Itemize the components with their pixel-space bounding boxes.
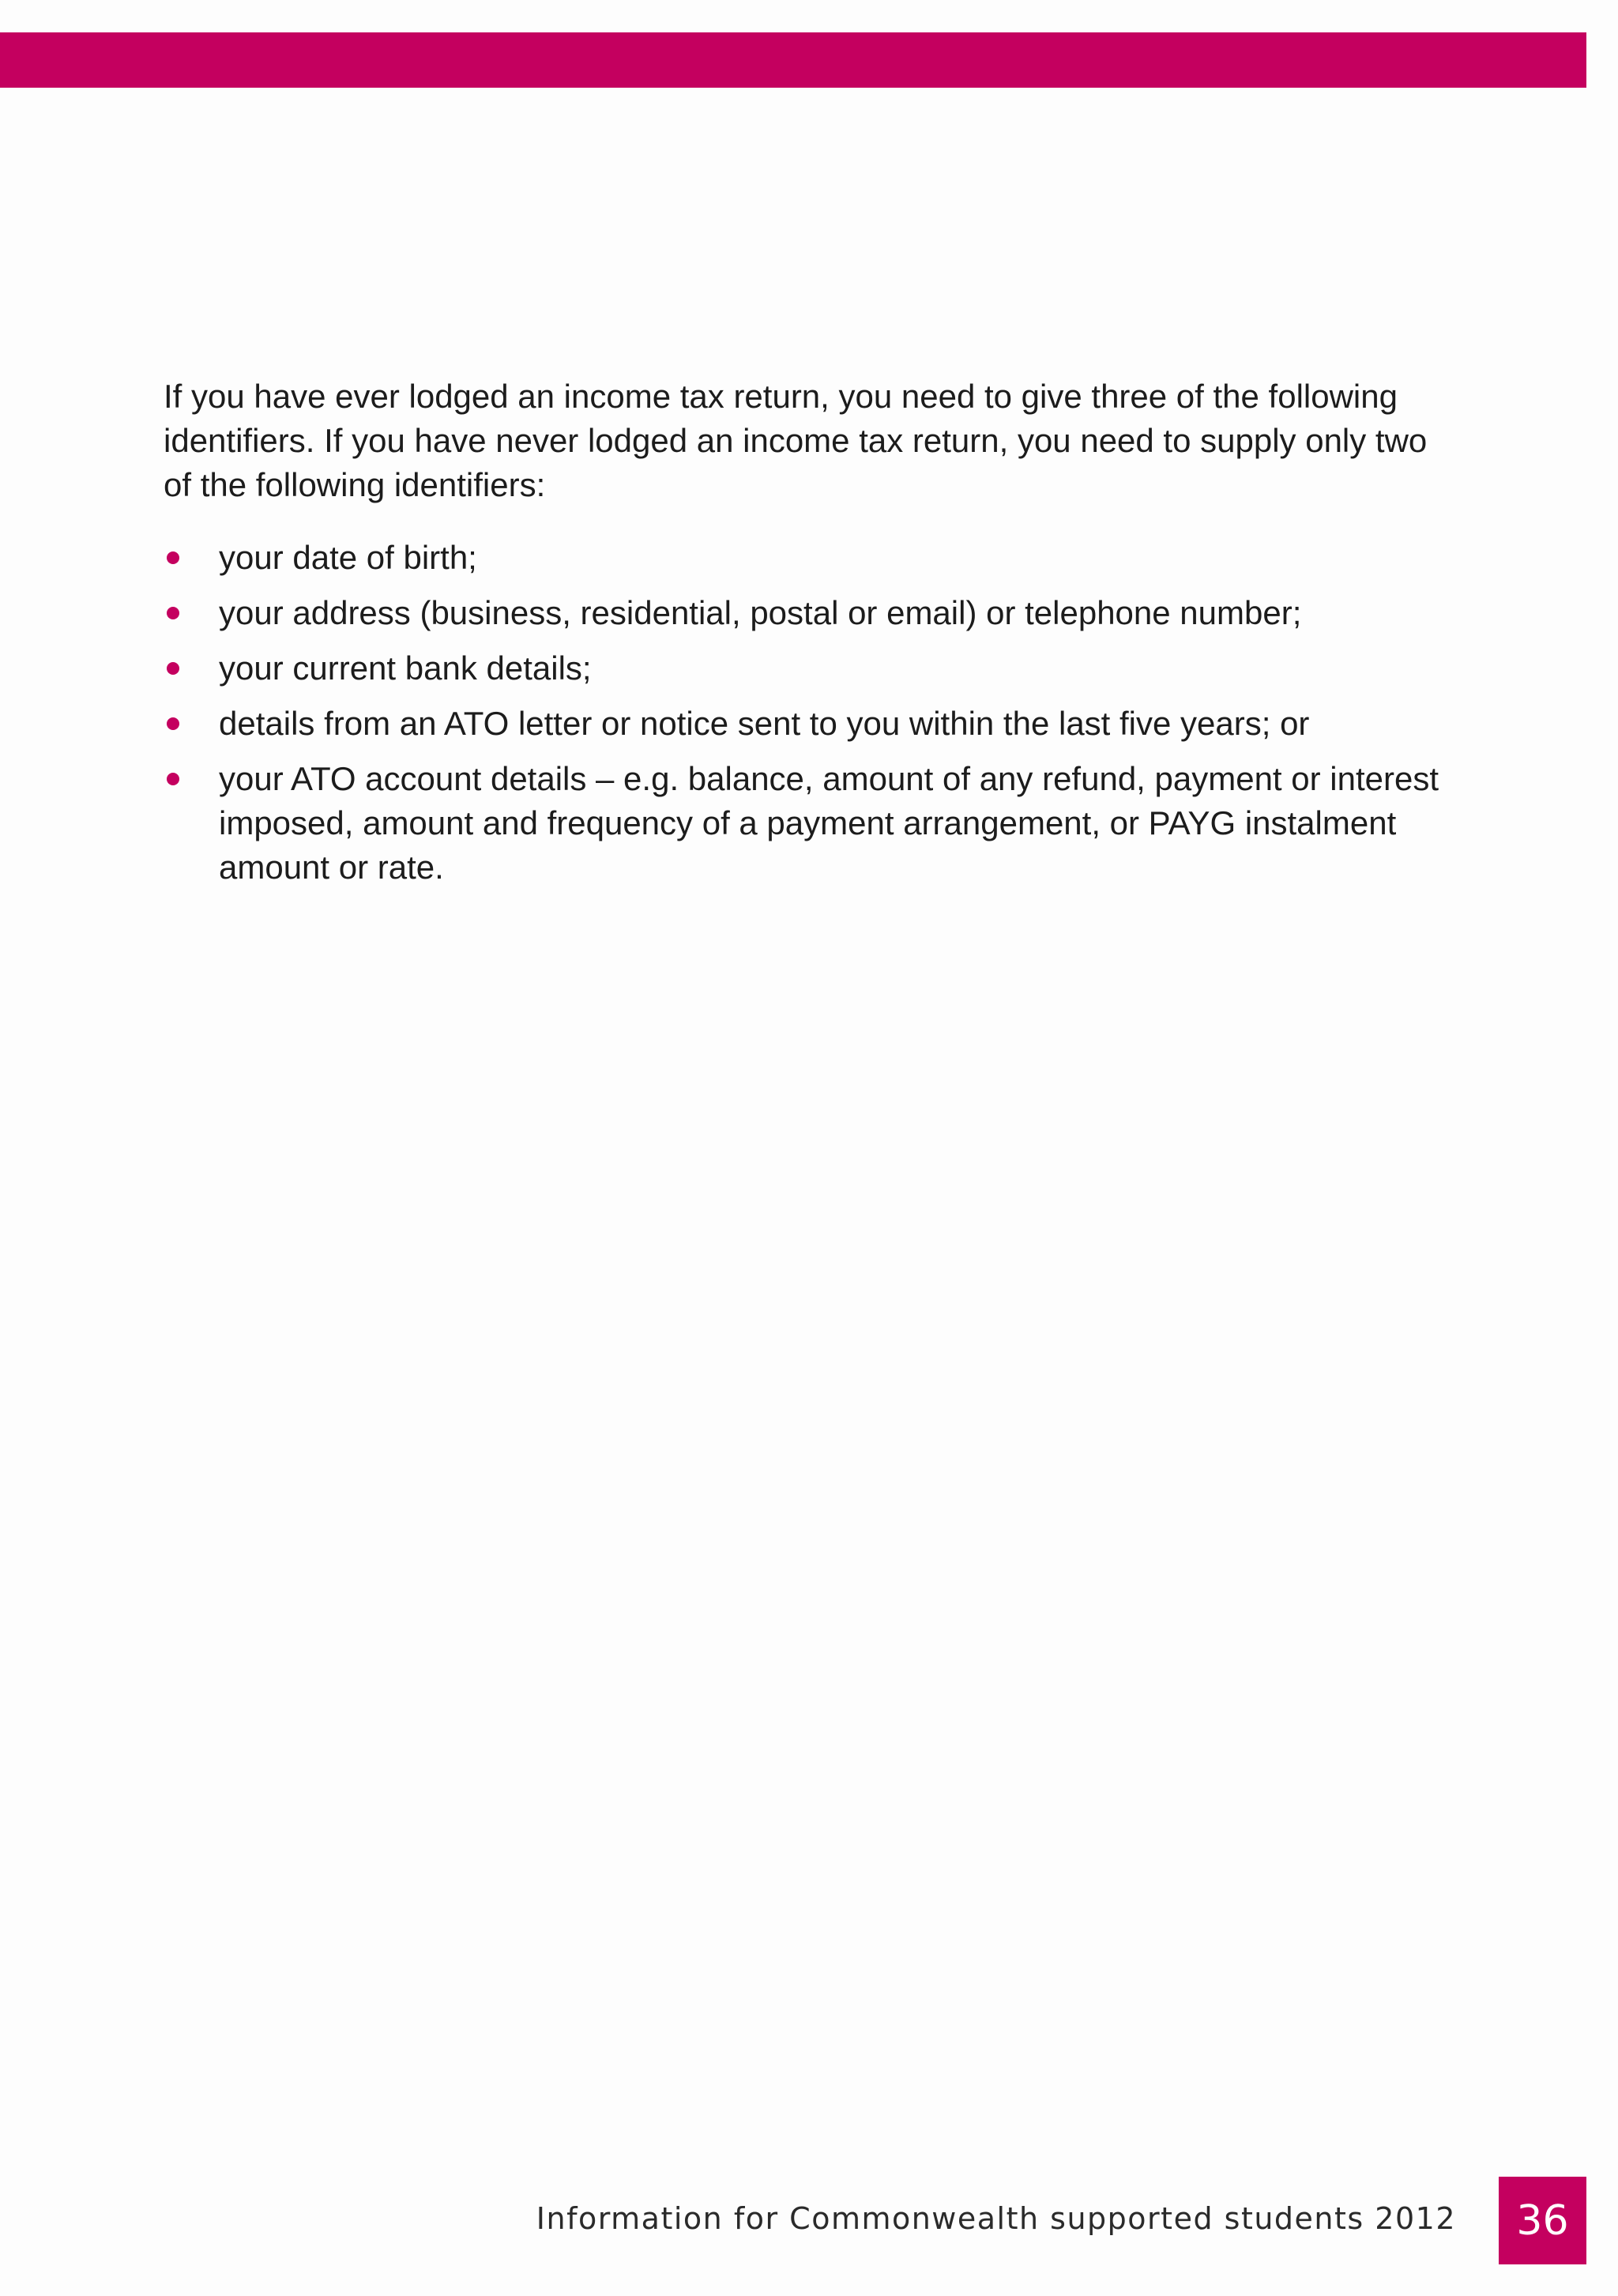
- bullet-icon: [167, 607, 179, 619]
- list-item: [164, 646, 1459, 691]
- footer-title: Information for Commonwealth supported students 2012: [536, 2201, 1456, 2236]
- bullet-icon: [167, 551, 179, 564]
- list-item: [164, 536, 1459, 580]
- list-item-text: details from an ATO letter or notice sent to you within the last five years; or: [219, 705, 1310, 742]
- list-item: [164, 591, 1459, 635]
- list-item: [164, 702, 1459, 746]
- bullet-icon: [167, 717, 179, 730]
- intro-paragraph: If you have ever lodged an income tax return, you need to give three of the following identifiers. If you have never lodged an income tax return, you need to supply only two of the following identifiers:: [164, 378, 1428, 503]
- page-number: 36: [1499, 2177, 1586, 2264]
- list-item-text: your address (business, residential, postal or email) or telephone number;: [219, 594, 1302, 631]
- list-item-text: your date of birth;: [219, 539, 477, 576]
- list-item-text: your ATO account details – e.g. balance, amount of any refund, payment or interest imposed, amount and frequency of a payment arrangement, or PAYG instalment amount or rate.: [219, 760, 1439, 886]
- header-accent-bar: [0, 32, 1586, 88]
- identifier-list: [164, 536, 1459, 890]
- list-item: [164, 757, 1459, 890]
- page-body: [164, 375, 1459, 901]
- bullet-icon: [167, 773, 179, 785]
- bullet-icon: [167, 662, 179, 675]
- list-item-text: your current bank details;: [219, 649, 592, 687]
